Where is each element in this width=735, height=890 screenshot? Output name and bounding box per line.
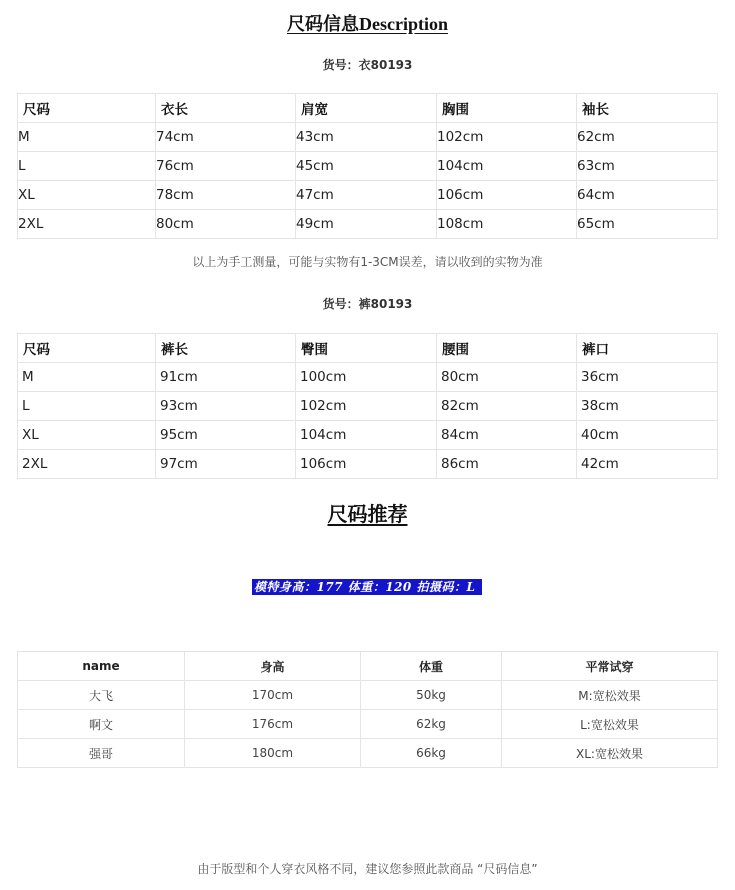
table-cell: 强哥	[18, 739, 185, 768]
table-row	[18, 181, 718, 210]
header-cell: 平常试穿	[502, 652, 718, 681]
table-cell: 64cm	[577, 181, 718, 210]
table-cell: 106cm	[296, 450, 437, 479]
table-cell: 45cm	[296, 152, 437, 181]
table-cell: 42cm	[577, 450, 718, 479]
table-cell: 102cm	[296, 392, 437, 421]
table-cell: 65cm	[577, 210, 718, 239]
table-cell: XL	[18, 421, 156, 450]
table-cell: L:宽松效果	[502, 710, 718, 739]
page-title	[0, 10, 735, 36]
table-cell: 啊文	[18, 710, 185, 739]
table-cell: 100cm	[296, 363, 437, 392]
table-row	[18, 421, 718, 450]
table-cell: 36cm	[577, 363, 718, 392]
table-cell: M	[18, 363, 156, 392]
title-en: Description	[359, 14, 448, 34]
table-cell: 106cm	[437, 181, 577, 210]
table-cell: M:宽松效果	[502, 681, 718, 710]
table-cell: 108cm	[437, 210, 577, 239]
table-cell: XL	[18, 181, 156, 210]
table-cell: 97cm	[156, 450, 296, 479]
table-cell: 180cm	[185, 739, 361, 768]
table-header-row	[18, 94, 718, 123]
table-cell: 47cm	[296, 181, 437, 210]
table-row	[18, 123, 718, 152]
table-cell: 49cm	[296, 210, 437, 239]
table-cell: 66kg	[361, 739, 502, 768]
recommendation-title: 尺码推荐	[327, 502, 408, 526]
table-cell: 大飞	[18, 681, 185, 710]
table-cell: 63cm	[577, 152, 718, 181]
header-cell: name	[18, 652, 185, 681]
header-cell: 裤长	[156, 334, 296, 363]
table-cell: 170cm	[185, 681, 361, 710]
measurement-note: 以上为手工测量，可能与实物有1-3CM误差，请以收到的实物为准	[192, 255, 543, 269]
header-cell: 臀围	[296, 334, 437, 363]
table-row	[18, 450, 718, 479]
table-cell: 2XL	[18, 210, 156, 239]
table-cell: 104cm	[296, 421, 437, 450]
header-cell: 裤口	[577, 334, 718, 363]
table-row	[18, 739, 718, 768]
header-cell: 尺码	[18, 94, 156, 123]
table-cell: 104cm	[437, 152, 577, 181]
footer-note: 由于版型和个人穿衣风格不同，建议您参照此款商品 “尺码信息”	[197, 862, 538, 876]
table-cell: 102cm	[437, 123, 577, 152]
table-cell: 82cm	[437, 392, 577, 421]
header-cell: 体重	[361, 652, 502, 681]
header-cell: 肩宽	[296, 94, 437, 123]
table-cell: L	[18, 152, 156, 181]
header-cell: 腰围	[437, 334, 577, 363]
model-info-banner: 模特身高：177 体重：120 拍摄码：L	[252, 579, 482, 595]
table-cell: 76cm	[156, 152, 296, 181]
table-cell: 43cm	[296, 123, 437, 152]
title-cn: 尺码信息	[287, 14, 359, 35]
table-cell: M	[18, 123, 156, 152]
table-cell: 38cm	[577, 392, 718, 421]
table-row	[18, 363, 718, 392]
table-cell: 74cm	[156, 123, 296, 152]
recommendation-table	[17, 651, 718, 768]
table-cell: 91cm	[156, 363, 296, 392]
table-cell: 40cm	[577, 421, 718, 450]
table-cell: 78cm	[156, 181, 296, 210]
table-header-row	[18, 652, 718, 681]
table-header-row	[18, 334, 718, 363]
table-cell: 50kg	[361, 681, 502, 710]
header-cell: 尺码	[18, 334, 156, 363]
header-cell: 胸围	[437, 94, 577, 123]
pants-item-number: 货号：裤80193	[322, 297, 413, 311]
table-row	[18, 152, 718, 181]
table-cell: L	[18, 392, 156, 421]
table-row	[18, 210, 718, 239]
table-cell: 62kg	[361, 710, 502, 739]
table-cell: 93cm	[156, 392, 296, 421]
table-cell: 86cm	[437, 450, 577, 479]
pants-size-table	[17, 333, 718, 479]
table-cell: 84cm	[437, 421, 577, 450]
table-cell: 176cm	[185, 710, 361, 739]
table-row	[18, 710, 718, 739]
table-cell: 95cm	[156, 421, 296, 450]
table-row	[18, 681, 718, 710]
top-size-table	[17, 93, 718, 239]
table-cell: XL:宽松效果	[502, 739, 718, 768]
table-cell: 80cm	[156, 210, 296, 239]
header-cell: 衣长	[156, 94, 296, 123]
header-cell: 身高	[185, 652, 361, 681]
table-cell: 2XL	[18, 450, 156, 479]
header-cell: 袖长	[577, 94, 718, 123]
table-cell: 62cm	[577, 123, 718, 152]
top-item-number: 货号：衣80193	[322, 58, 413, 72]
table-cell: 80cm	[437, 363, 577, 392]
table-row	[18, 392, 718, 421]
